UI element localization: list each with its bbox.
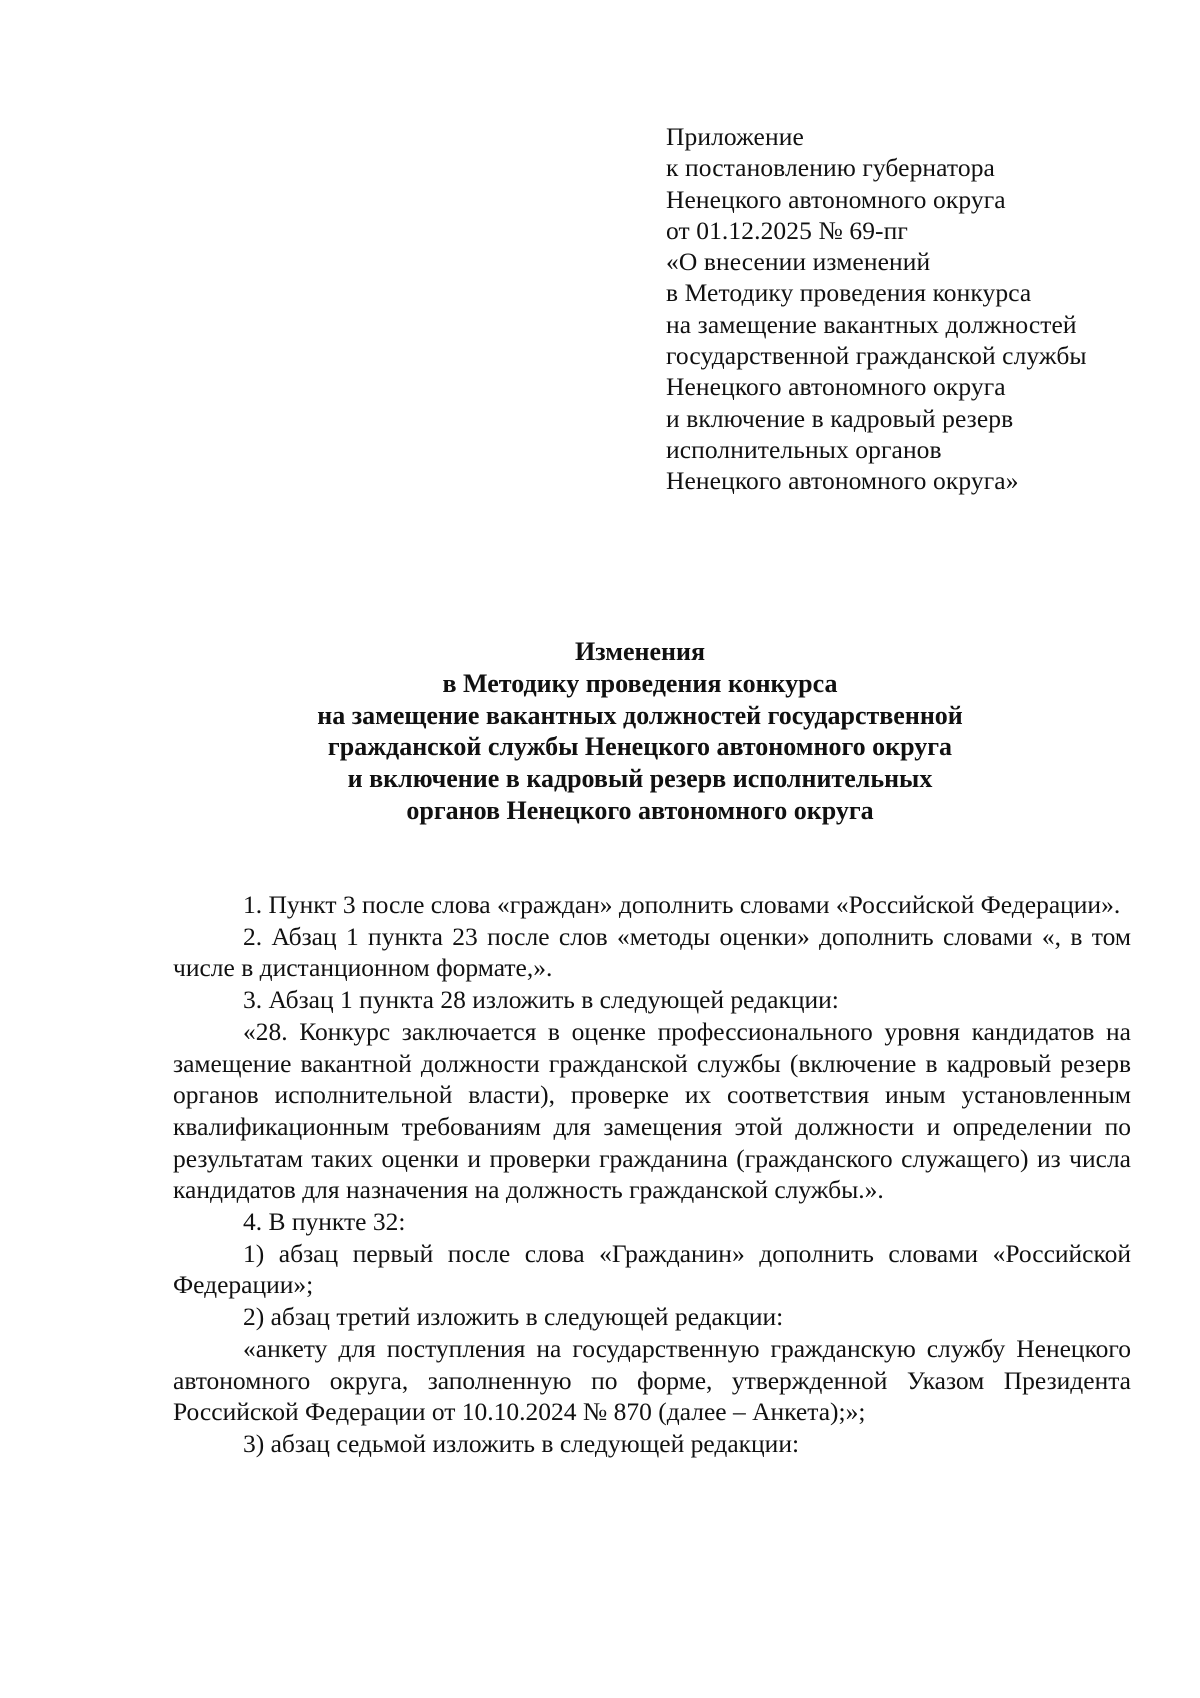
body-paragraph: 1. Пункт 3 после слова «граждан» дополнить словами «Российской Федерации». — [243, 890, 1121, 919]
document-title — [160, 636, 1120, 827]
annex-line: Ненецкого автономного округа — [666, 184, 1006, 214]
annex-line: исполнительных органов — [666, 434, 942, 464]
title-line: органов Ненецкого автономного округа — [406, 795, 874, 825]
annex-line: Приложение — [666, 122, 804, 151]
body-paragraph: 3) абзац седьмой изложить в следующей редакции: — [243, 1428, 800, 1458]
title-line: Изменения — [574, 637, 706, 666]
annex-line: «О внесении изменений — [666, 247, 931, 277]
body-paragraph: «28. Конкурс заключается в оценке профессионального уровня кандидатов на замещение вакантной должности гражданской службы (включение в кадровый резерв органов исполнительной власти), проверке их соответствия иным установленным квалификационным требованиям для замещения этой должности и определении по результатам таких оценки и проверки гражданина (гражданского служащего) из числа кандидатов для назначения на должность гражданской службы.». — [173, 1016, 1131, 1205]
body-paragraph: 3. Абзац 1 пункта 28 изложить в следующей редакции: — [243, 985, 839, 1015]
body-paragraph: 2. Абзац 1 пункта 23 после слов «методы оценки» дополнить словами «, в том числе в дистанционном формате,». — [173, 921, 1131, 983]
annex-line: от 01.12.2025 № 69-пг — [666, 215, 908, 245]
body-paragraph: 2) абзац третий изложить в следующей редакции: — [243, 1302, 784, 1332]
document-body — [173, 889, 1131, 1460]
body-paragraph: 1) абзац первый после слова «Гражданин» дополнить словами «Российской Федерации»; — [173, 1238, 1131, 1300]
annex-line: Ненецкого автономного округа» — [666, 466, 1019, 496]
title-line: на замещение вакантных должностей государственной — [317, 700, 963, 730]
title-line: и включение в кадровый резерв исполнительных — [347, 764, 933, 794]
annex-line: на замещение вакантных должностей — [666, 309, 1077, 339]
annex-line: и включение в кадровый резерв — [666, 403, 1014, 433]
annex-line: государственной гражданской службы — [666, 341, 1087, 371]
title-line: в Методику проведения конкурса — [442, 668, 838, 698]
annex-header — [666, 121, 1186, 497]
body-paragraph: 4. В пункте 32: — [243, 1207, 406, 1237]
title-line: гражданской службы Ненецкого автономного округа — [327, 732, 953, 762]
body-paragraph: «анкету для поступления на государственную гражданскую службу Ненецкого автономного округа, заполненную по форме, утвержденной Указом Президента Российской Федерации от 10.10.2024 № 870 (далее – Анкета);»; — [173, 1333, 1131, 1427]
annex-line: к постановлению губернатора — [666, 153, 995, 183]
annex-line: в Методику проведения конкурса — [666, 278, 1032, 308]
annex-line: Ненецкого автономного округа — [666, 372, 1006, 402]
